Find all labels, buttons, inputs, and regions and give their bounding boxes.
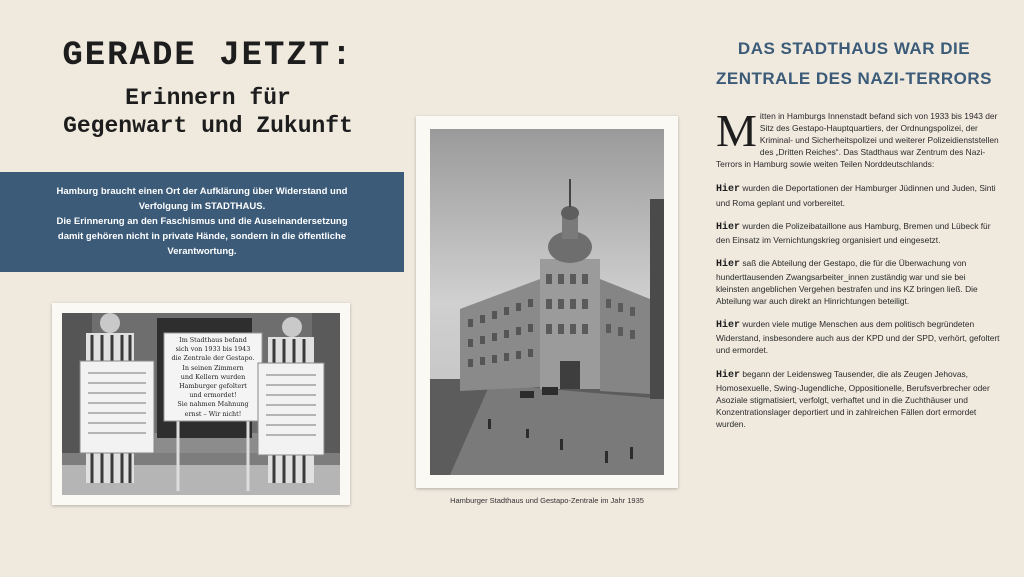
photo-caption: Hamburger Stadthaus und Gestapo-Zentrale im Jahr 1935: [450, 496, 644, 505]
section-body: [716, 105, 1000, 441]
stadthaus-photo: [430, 129, 664, 475]
headline-subtitle-1: Erinnern für: [125, 85, 291, 111]
hier-paragraph-4: Hier wurden viele mutige Menschen aus dem politisch begründeten Widerstand, insbesondere auch aus der KPD und der SPD, verhört, gefoltert und ermordet.: [716, 319, 1000, 356]
section-title: DAS STADTHAUS WAR DIE ZENTRALE DES NAZI-TERRORS: [716, 39, 992, 88]
hier-paragraph-2: Hier wurden die Polizeibataillone aus Hamburg, Bremen und Lübeck für den Einsatz im Vernichtungskrieg organisiert und eingesetzt.: [716, 220, 991, 245]
drop-cap: M: [716, 105, 757, 156]
protest-photo-frame: [52, 303, 350, 505]
intro-box: [0, 172, 404, 272]
headline-title: GERADE JETZT:: [62, 37, 354, 75]
intro-paragraph-2: Die Erinnerung an den Faschismus und die Auseinandersetzung damit gehören nicht in private Hände, sondern in die öffentliche Verantwortung.: [56, 216, 348, 257]
protest-photo: [62, 313, 340, 495]
intro-paragraph-1: Hamburg braucht einen Ort der Aufklärung über Widerstand und Verfolgung im STADTHAUS.: [56, 186, 348, 212]
hier-paragraph-3: Hier saß die Abteilung der Gestapo, die für die Überwachung von hunderttausenden Zwangsarbeiter_innen zuständig war und sie bei kleinsten angeblichen Vergehen bestrafen und ins KZ bringen ließ. Die Abteilung war auch direkt an Hinrichtungen beteiligt.: [716, 257, 978, 307]
stadthaus-photo-frame: [416, 116, 678, 488]
hier-paragraph-1: Hier wurden die Deportationen der Hamburger Jüdinnen und Juden, Sinti und Roma geplant und vorbereitet.: [716, 183, 996, 208]
protest-sign-text: Im Stadthaus befand sich von 1933 bis 1943 die Zentrale der Gestapo. In seinen Zimmern und Kellern wurden Hamburger gefoltert und ermordet! Sie nahmen Mahnung ernst – Wir nicht!: [171, 336, 255, 418]
headline: [18, 36, 398, 140]
hier-paragraph-5: Hier begann der Leidensweg Tausender, die als Zeugen Jehovas, Homosexuelle, Swing-Jugendliche, Oppositionelle, Berufsverbrecher oder Asoziale stigmatisiert, verfolgt, verhaftet und in die Zuchthäuser und Konzentrationslager deportiert und in zahlreichen Fällen dort ermordet wurden.: [716, 368, 990, 429]
intro-text: Mitten in Hamburgs Innenstadt befand sich von 1933 bis 1943 der Sitz des Gestapo-Hauptquartiers, der Ordnungspolizei, der Kriminal- und Sicherheitspolizei und weiterer Polizeidienststellen des „Dritten Reiches“. Das Stadthaus war Zentrum des Nazi-Terrors in Hamburg sowie weiten Teilen Norddeutschlands:: [716, 105, 999, 170]
headline-subtitle-2: Gegenwart und Zukunft: [63, 113, 353, 139]
